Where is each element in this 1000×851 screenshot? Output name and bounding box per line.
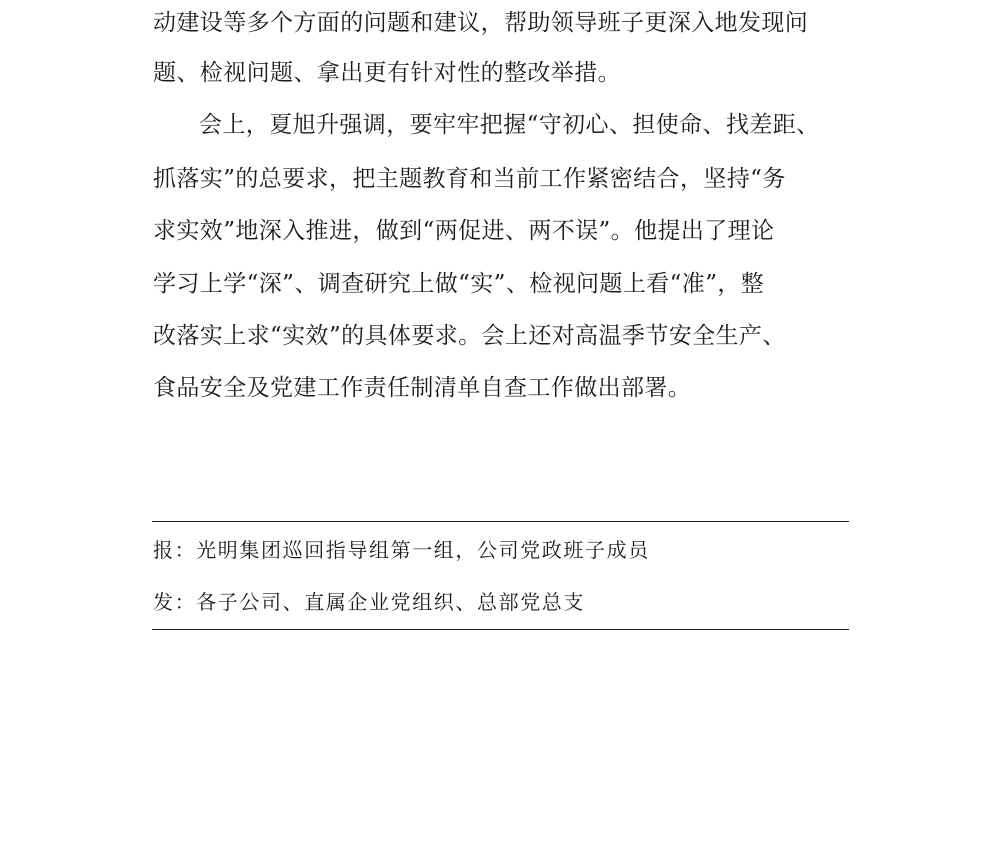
body-line-8: 食品安全及党建工作责任制清单自查工作做出部署。: [153, 375, 692, 401]
body-line-6: 学习上学“深”、调查研究上做“实”、检视问题上看“准”，整: [153, 271, 765, 297]
send-to-line: 发：各子公司、直属企业党组织、总部党总支: [153, 590, 585, 614]
body-line-3: 会上，夏旭升强调，要牢牢把握“守初心、担使命、找差距、: [199, 112, 820, 138]
distribution-top-rule: [152, 521, 849, 522]
distribution-bottom-rule: [152, 629, 849, 630]
body-line-4: 抓落实”的总要求，把主题教育和当前工作紧密结合，坚持“务: [153, 166, 786, 192]
body-line-1: 动建设等多个方面的问题和建议，帮助领导班子更深入地发现问: [153, 10, 809, 36]
body-line-7: 改落实上求“实效”的具体要求。会上还对高温季节安全生产、: [153, 323, 786, 349]
body-line-5: 求实效”地深入推进，做到“两促进、两不误”。他提出了理论: [153, 218, 775, 244]
body-line-2: 题、检视问题、拿出更有针对性的整改举措。: [153, 60, 621, 86]
report-to-line: 报：光明集团巡回指导组第一组，公司党政班子成员: [153, 538, 650, 562]
